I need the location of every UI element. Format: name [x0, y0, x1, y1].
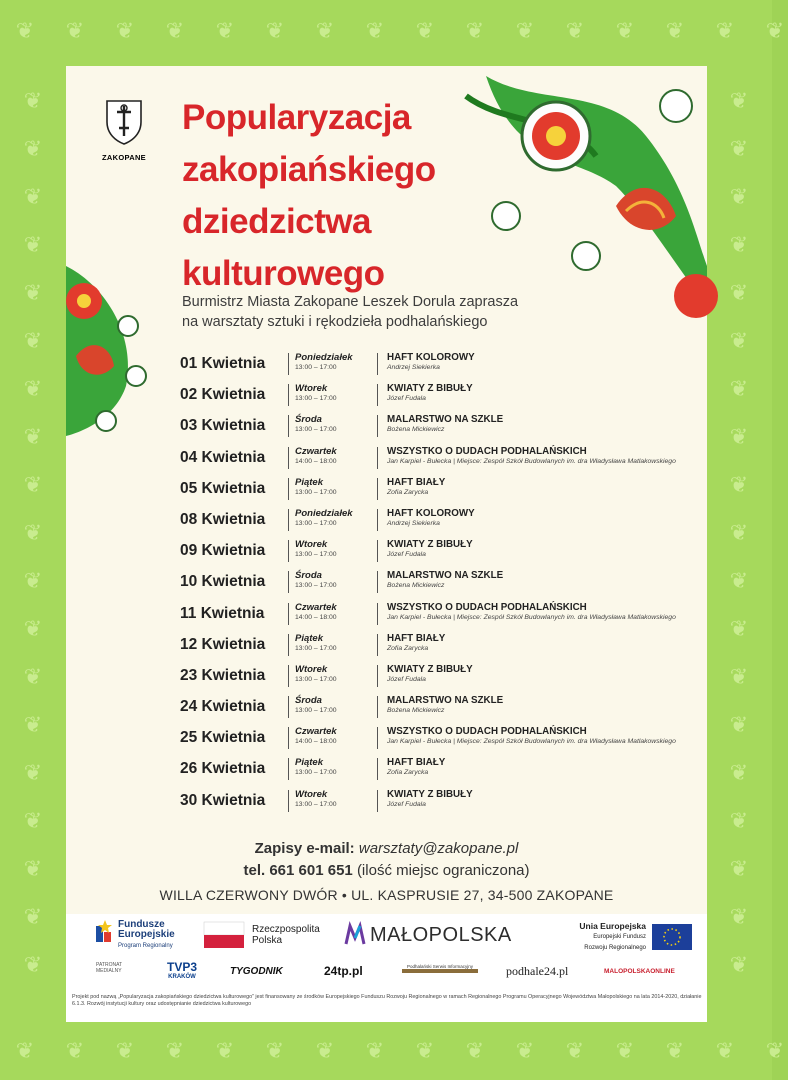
leaf-icon: ❦ — [23, 664, 43, 689]
workshop-name: HAFT BIAŁY — [387, 632, 446, 644]
schedule-row — [178, 631, 698, 662]
fe-star-icon — [96, 920, 114, 942]
leaf-icon: ❦ — [23, 280, 43, 305]
coat-of-arms-icon — [104, 98, 144, 146]
leaf-icon: ❦ — [465, 1038, 485, 1063]
leaf-icon: ❦ — [65, 1038, 85, 1063]
divider — [377, 727, 378, 749]
leaf-icon: ❦ — [23, 952, 43, 977]
workshop-time: 13:00 – 17:00 — [295, 364, 337, 371]
workshop-day: Środa — [295, 695, 322, 707]
workshop-time: 13:00 – 17:00 — [295, 426, 337, 434]
phone-number[interactable]: tel. 661 601 651 — [243, 862, 353, 879]
workshop-name: WSZYSTKO O DUDACH PODHALAŃSKICH — [387, 601, 587, 613]
workshop-teacher: Andrzej Siekierka — [387, 364, 440, 371]
contact-info — [66, 838, 707, 908]
leaf-icon: ❦ — [23, 904, 43, 929]
workshop-day: Czwartek — [295, 445, 337, 457]
leaf-icon: ❦ — [115, 1038, 135, 1063]
workshop-date: 10 Kwietnia — [180, 573, 266, 591]
divider — [288, 727, 289, 749]
workshop-teacher: Bożena Mickiewicz — [387, 426, 445, 434]
workshop-day: Środa — [295, 414, 322, 426]
leaf-icon: ❦ — [729, 520, 749, 545]
divider — [377, 509, 378, 531]
workshop-time: 14:00 – 18:00 — [295, 738, 337, 746]
schedule-row — [178, 724, 698, 755]
workshop-time: 13:00 – 17:00 — [295, 519, 337, 527]
leaf-icon: ❦ — [23, 328, 43, 353]
24tp-logo: 24tp.pl — [324, 964, 363, 978]
workshop-teacher: Zofia Zarycka — [387, 644, 429, 652]
leaf-icon: ❦ — [729, 952, 749, 977]
workshop-teacher: Jan Karpiel - Bułecka | Miejsce: Zespół Szkół Budowlanych im. dra Władysława Matlakowskiego — [387, 613, 676, 621]
leaf-icon: ❦ — [15, 1038, 35, 1063]
workshop-name: KWIATY Z BIBUŁY — [387, 539, 473, 551]
workshop-time: 13:00 – 17:00 — [295, 644, 337, 652]
leaf-icon: ❦ — [23, 472, 43, 497]
workshop-date: 05 Kwietnia — [180, 479, 266, 497]
leaf-icon: ❦ — [729, 376, 749, 401]
workshop-day: Poniedziałek — [295, 507, 353, 519]
schedule-row — [178, 787, 698, 818]
workshop-name: HAFT KOLOROWY — [387, 507, 475, 519]
divider — [288, 478, 289, 500]
divider — [377, 353, 378, 375]
workshop-time: 13:00 – 17:00 — [295, 675, 337, 683]
workshop-day: Wtorek — [295, 539, 328, 551]
leaf-icon: ❦ — [315, 18, 335, 43]
leaf-icon: ❦ — [23, 376, 43, 401]
workshop-date: 04 Kwietnia — [180, 448, 266, 466]
divider — [288, 447, 289, 469]
divider — [377, 665, 378, 687]
workshop-name: MALARSTWO NA SZKLE — [387, 570, 504, 582]
divider — [377, 447, 378, 469]
workshop-date: 03 Kwietnia — [180, 417, 266, 435]
leaf-icon: ❦ — [729, 88, 749, 113]
leaf-icon: ❦ — [415, 1038, 435, 1063]
workshop-teacher: Jan Karpiel - Bułecka | Miejsce: Zespół Szkół Budowlanych im. dra Władysława Matlakowskiego — [387, 457, 676, 465]
workshop-day: Czwartek — [295, 601, 337, 613]
schedule-row — [178, 600, 698, 631]
schedule-row — [178, 537, 698, 568]
workshop-day: Wtorek — [295, 788, 328, 800]
signup-email[interactable]: warsztaty@zakopane.pl — [358, 840, 519, 857]
workshop-teacher: Bożena Mickiewicz — [387, 707, 445, 715]
podhale24-logo: podhale24.pl — [506, 964, 569, 978]
workshop-day: Poniedziałek — [295, 352, 353, 363]
leaf-icon: ❦ — [465, 18, 485, 43]
workshop-teacher: Jan Karpiel - Bułecka | Miejsce: Zespół Szkół Budowlanych im. dra Władysława Matlakowskiego — [387, 738, 676, 746]
schedule-row — [178, 381, 698, 412]
malopolska-m-icon — [344, 924, 366, 946]
leaf-icon: ❦ — [565, 18, 585, 43]
leaf-icon: ❦ — [215, 18, 235, 43]
tygodnik-logo: TYGODNIK — [230, 966, 283, 977]
patronat-label: PATRONAT MEDIALNY — [96, 962, 123, 974]
leaf-icon: ❦ — [265, 18, 285, 43]
crest-label: ZAKOPANE — [102, 153, 146, 162]
zakopane-crest — [96, 98, 152, 162]
divider — [288, 540, 289, 562]
workshop-name: KWIATY Z BIBUŁY — [387, 663, 473, 675]
workshop-name: WSZYSTKO O DUDACH PODHALAŃSKICH — [387, 445, 587, 457]
poster-subtitle: Burmistrz Miasta Zakopane Leszek Dorula zaprasza na warsztaty sztuki i rękodzieła podhalańskiego — [182, 294, 519, 330]
workshop-name: HAFT BIAŁY — [387, 757, 446, 769]
divider — [377, 603, 378, 625]
leaf-icon: ❦ — [515, 1038, 535, 1063]
leaf-icon: ❦ — [729, 808, 749, 833]
workshop-name: KWIATY Z BIBUŁY — [387, 788, 473, 800]
divider — [377, 634, 378, 656]
leaf-icon: ❦ — [729, 472, 749, 497]
leaf-icon: ❦ — [23, 760, 43, 785]
divider — [288, 509, 289, 531]
workshop-day: Piątek — [295, 757, 323, 769]
leaf-icon: ❦ — [23, 712, 43, 737]
workshop-date: 09 Kwietnia — [180, 542, 266, 560]
workshop-day: Środa — [295, 570, 322, 582]
workshop-name: HAFT BIAŁY — [387, 476, 446, 488]
eu-flag-icon — [652, 924, 692, 950]
leaf-icon: ❦ — [115, 18, 135, 43]
folk-flower-ornament-left — [66, 256, 156, 446]
divider — [377, 540, 378, 562]
schedule-row — [178, 475, 698, 506]
schedule-row — [178, 662, 698, 693]
workshop-teacher: Bożena Mickiewicz — [387, 582, 445, 590]
workshop-date: 02 Kwietnia — [180, 386, 266, 404]
workshop-time: 13:00 – 17:00 — [295, 488, 337, 496]
poster-title: Popularyzacja zakopiańskiego dziedzictwa kulturowego — [182, 98, 436, 293]
leaf-icon: ❦ — [715, 18, 735, 43]
leaf-icon: ❦ — [665, 1038, 685, 1063]
leaf-icon: ❦ — [729, 664, 749, 689]
leaf-icon: ❦ — [765, 1038, 785, 1063]
divider — [288, 758, 289, 780]
leaf-icon: ❦ — [729, 328, 749, 353]
sponsor-band: Fundusze Europejskie Program Regionalny Rzeczpospolita Polska MAŁOPOLSKA Unia Europejska Europejski Fundusz Rozwoju Regionalnego PATRONAT MEDIALNY TVP3 KRAKÓW TYGODNIK 24tp.pl Podhalański Serwis Informacyjny podhale24.pl MALOPOLSKAONLINE — [66, 914, 707, 1022]
workshop-time: 13:00 – 17:00 — [295, 769, 337, 777]
leaf-icon: ❦ — [729, 136, 749, 161]
leaf-icon: ❦ — [23, 88, 43, 113]
divider — [288, 696, 289, 718]
poster-panel — [66, 66, 707, 914]
workshop-date: 24 Kwietnia — [180, 698, 266, 716]
workshop-day: Wtorek — [295, 383, 328, 395]
workshop-name: MALARSTWO NA SZKLE — [387, 414, 504, 426]
workshop-teacher: Andrzej Siekierka — [387, 519, 440, 527]
phone-note: (ilość miejsc ograniczona) — [356, 862, 530, 879]
polish-flag-icon — [204, 922, 244, 948]
leaf-icon: ❦ — [165, 18, 185, 43]
workshop-day: Piątek — [295, 632, 323, 644]
leaf-icon: ❦ — [315, 1038, 335, 1063]
workshop-teacher: Józef Fudala — [387, 675, 426, 683]
workshop-date: 25 Kwietnia — [180, 729, 266, 747]
tvp3-logo: TVP3 KRAKÓW — [166, 960, 197, 980]
leaf-icon: ❦ — [729, 280, 749, 305]
workshop-name: KWIATY Z BIBUŁY — [387, 383, 473, 395]
workshop-name: MALARSTWO NA SZKLE — [387, 695, 504, 707]
leaf-icon: ❦ — [23, 184, 43, 209]
schedule-row — [178, 412, 698, 443]
divider — [377, 415, 378, 437]
divider — [377, 758, 378, 780]
folk-flower-ornament-top-right — [446, 66, 707, 306]
leaf-icon: ❦ — [729, 904, 749, 929]
divider — [288, 415, 289, 437]
schedule-row — [178, 444, 698, 475]
leaf-icon: ❦ — [665, 18, 685, 43]
malopolskaonline-logo: MALOPOLSKAONLINE — [604, 968, 675, 975]
leaf-icon: ❦ — [15, 18, 35, 43]
leaf-icon: ❦ — [65, 18, 85, 43]
workshop-time: 13:00 – 17:00 — [295, 582, 337, 590]
divider — [288, 353, 289, 375]
workshop-day: Czwartek — [295, 726, 337, 738]
leaf-icon: ❦ — [729, 184, 749, 209]
workshop-teacher: Józef Fudala — [387, 800, 426, 808]
leaf-icon: ❦ — [165, 1038, 185, 1063]
schedule-row — [178, 755, 698, 786]
leaf-icon: ❦ — [729, 712, 749, 737]
workshop-time: 13:00 – 17:00 — [295, 551, 337, 559]
leaf-icon: ❦ — [565, 1038, 585, 1063]
workshop-schedule — [178, 350, 698, 818]
leaf-icon: ❦ — [715, 1038, 735, 1063]
divider — [288, 571, 289, 593]
workshop-time: 13:00 – 17:00 — [295, 707, 337, 715]
workshop-name: HAFT KOLOROWY — [387, 352, 475, 363]
funding-footnote: Projekt pod nazwą „Popularyzacja zakopiańskiego dziedzictwa kulturowego” jest finansowany ze środków Europejskiego Funduszu Rozwoju Regionalnego w ramach Regionalnego Programu Operacyjnego Województwa Małopolskiego na lata 2014-2020, działanie 6.1.3. Rozwój instytucji kultury oraz udostępnianie dziedzictwa kulturowego — [72, 994, 702, 1007]
leaf-icon: ❦ — [729, 616, 749, 641]
schedule-row — [178, 350, 698, 381]
workshop-date: 12 Kwietnia — [180, 635, 266, 653]
workshop-teacher: Zofia Zarycka — [387, 769, 429, 777]
divider — [377, 384, 378, 406]
leaf-icon: ❦ — [365, 18, 385, 43]
leaf-icon: ❦ — [729, 232, 749, 257]
workshop-day: Wtorek — [295, 663, 328, 675]
workshop-date: 30 Kwietnia — [180, 791, 266, 809]
schedule-row — [178, 693, 698, 724]
divider — [288, 665, 289, 687]
divider — [377, 571, 378, 593]
divider — [377, 696, 378, 718]
workshop-date: 11 Kwietnia — [180, 604, 265, 622]
leaf-icon: ❦ — [615, 1038, 635, 1063]
workshop-teacher: Józef Fudala — [387, 395, 426, 403]
signup-label: Zapisy e-mail: — [254, 840, 355, 857]
workshop-date: 01 Kwietnia — [180, 355, 266, 372]
workshop-teacher: Józef Fudala — [387, 551, 426, 559]
divider — [288, 634, 289, 656]
leaf-icon: ❦ — [729, 424, 749, 449]
leaf-icon: ❦ — [729, 568, 749, 593]
leaf-icon: ❦ — [765, 18, 785, 43]
leaf-icon: ❦ — [415, 18, 435, 43]
leaf-icon: ❦ — [23, 424, 43, 449]
divider — [377, 790, 378, 812]
workshop-date: 26 Kwietnia — [180, 760, 266, 778]
leaf-icon: ❦ — [23, 856, 43, 881]
workshop-name: WSZYSTKO O DUDACH PODHALAŃSKICH — [387, 726, 587, 738]
divider — [377, 478, 378, 500]
workshop-date: 23 Kwietnia — [180, 666, 266, 684]
divider — [288, 603, 289, 625]
leaf-icon: ❦ — [23, 520, 43, 545]
leaf-icon: ❦ — [23, 808, 43, 833]
leaf-icon: ❦ — [23, 616, 43, 641]
workshop-time: 13:00 – 17:00 — [295, 395, 337, 403]
watra-logo: Podhalański Serwis Informacyjny — [402, 964, 478, 973]
workshop-time: 14:00 – 18:00 — [295, 613, 337, 621]
divider — [288, 790, 289, 812]
leaf-icon: ❦ — [365, 1038, 385, 1063]
workshop-time: 14:00 – 18:00 — [295, 457, 337, 465]
leaf-icon: ❦ — [515, 18, 535, 43]
leaf-icon: ❦ — [23, 232, 43, 257]
leaf-icon: ❦ — [615, 18, 635, 43]
leaf-icon: ❦ — [729, 760, 749, 785]
leaf-icon: ❦ — [215, 1038, 235, 1063]
venue-address: WILLA CZERWONY DWÓR • UL. KASPRUSIE 27, 34-500 ZAKOPANE — [159, 887, 614, 903]
leaf-icon: ❦ — [265, 1038, 285, 1063]
leaf-icon: ❦ — [23, 568, 43, 593]
divider — [288, 384, 289, 406]
workshop-day: Piątek — [295, 476, 323, 488]
leaf-icon: ❦ — [23, 136, 43, 161]
workshop-date: 08 Kwietnia — [180, 510, 266, 528]
workshop-teacher: Zofia Zarycka — [387, 488, 429, 496]
workshop-time: 13:00 – 17:00 — [295, 800, 337, 808]
leaf-icon: ❦ — [729, 856, 749, 881]
schedule-row — [178, 568, 698, 599]
schedule-row — [178, 506, 698, 537]
